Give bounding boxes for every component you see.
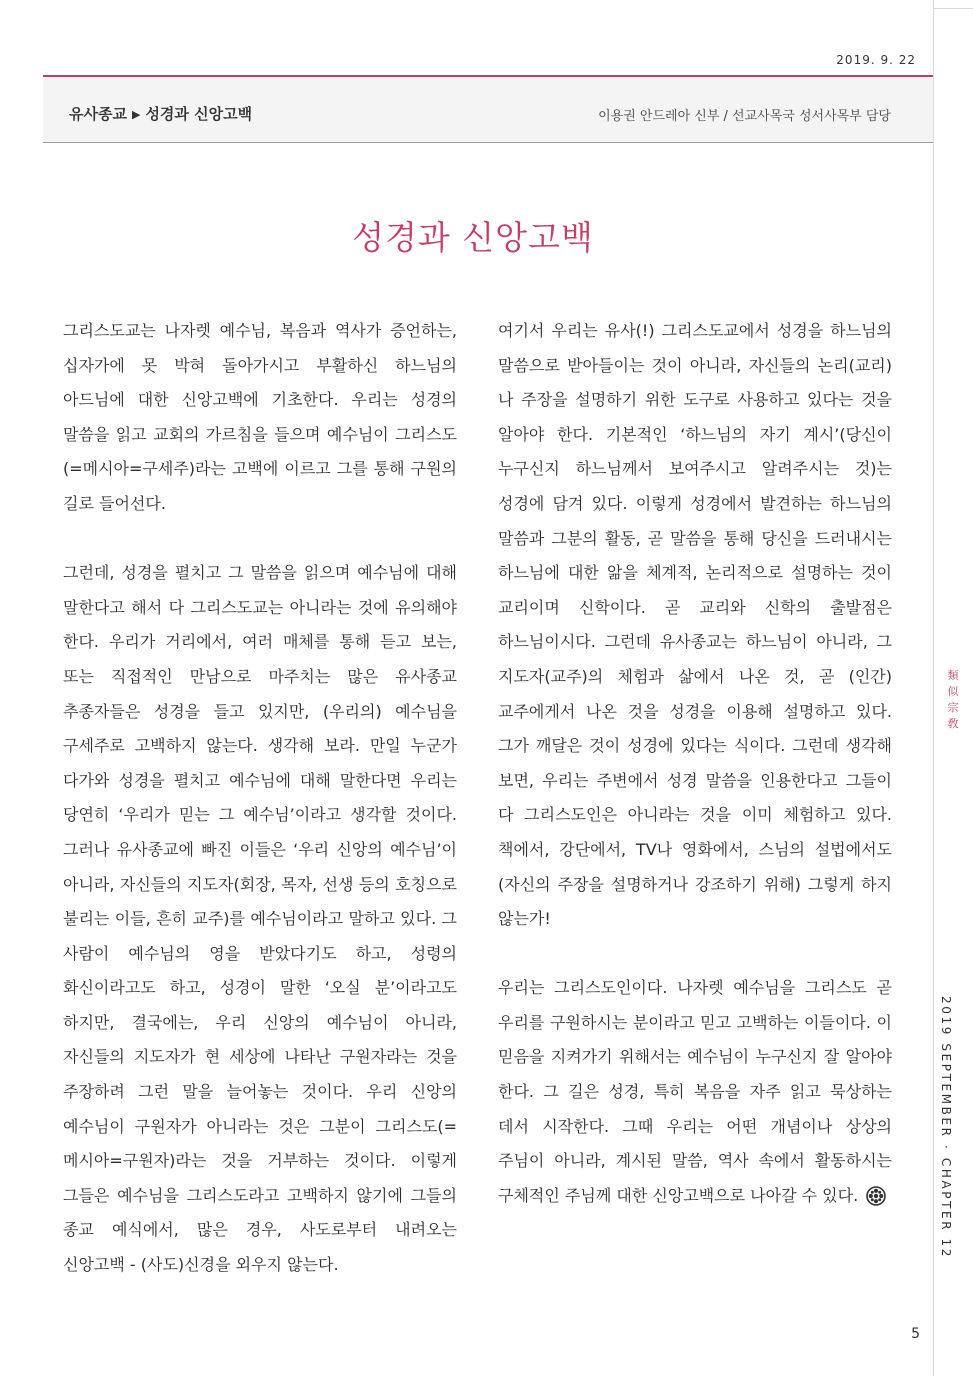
article-column-left: [63, 314, 457, 1283]
breadcrumb: [69, 103, 252, 124]
page-number: 5: [911, 1326, 920, 1342]
article-title: 성경과 신앙고백: [352, 218, 594, 257]
side-label-char: 敎: [947, 717, 959, 730]
paragraph-last: [498, 971, 892, 1213]
paragraph-text: 우리는 그리스도인이다. 나자렛 예수님을 그리스도 곧 우리를 구원하시는 분이라고 믿고 고백하는 이들이다. 이 믿음을 지켜가기 위해서는 예수님이 누구신지 잘 알아야 한다. 그 길은 성경, 특히 복음을 자주 읽고 묵상하는 데서 시작한다. 그때 우리는 어떤 개념이나 상상의 주님이 아니라, 계시된 말씀, 역사 속에서 활동하시는 구체적인 주님께 대한 신앙고백으로 나아갈 수 있다.: [498, 978, 892, 1205]
section-header: [43, 75, 933, 143]
side-chapter-label: 2019 SEPTEMBER · CHAPTER 12: [939, 996, 953, 1260]
author-byline: 이용권 안드레아 신부 / 선교사목국 성서사목부 담당: [598, 109, 891, 124]
side-category-label: [945, 668, 961, 732]
side-label-char: 宗: [947, 701, 959, 714]
issue-date: 2019. 9. 22: [836, 53, 916, 67]
paragraph: 여기서 우리는 유사(!) 그리스도교에서 성경을 하느님의 말씀으로 받아들이는 것이 아니라, 자신들의 논리(교리)나 주장을 설명하기 위한 도구로 사용하고 있다는 것을 알아야 한다. 기본적인 ‘하느님의 자기 계시’(당신이 누구신지 하느님께서 보여주시고 알려주시는 것)는 성경에 담겨 있다. 이렇게 성경에서 발견하는 하느님의 말씀과 그분의 활동, 곧 말씀을 통해 당신을 드러내시는 하느님에 대한 앎을 체계적, 논리적으로 설명하는 것이 교리이며 신학이다. 곧 교리와 신학의 출발점은 하느님이시다. 그런데 유사종교는 하느님이 아니라, 그 지도자(교주)의 체험과 삶에서 나온 것, 곧 (인간) 교주에게서 나온 것을 성경을 이용해 설명하고 있다. 그가 깨달은 것이 성경에 있다는 식이다. 그런데 생각해 보면, 우리는 주변에서 성경 말씀을 인용한다고 그들이 다 그리스도인은 아니라는 것을 이미 체험하고 있다. 책에서, 강단에서, TV나 영화에서, 스님의 설법에서도 (자신의 주장을 설명하거나 강조하기 위해) 그렇게 하지 않는가!: [498, 321, 892, 929]
rosette-end-icon: [866, 1186, 886, 1206]
breadcrumb-section: 유사종교: [69, 105, 127, 123]
side-strip-top-tick: [933, 0, 973, 9]
paragraph: 그런데, 성경을 펼치고 그 말씀을 읽으며 예수님에 대해 말한다고 해서 다 그리스도교는 아니라는 것에 유의해야 한다. 우리가 거리에서, 여러 매체를 통해 듣고 보는, 또는 직접적인 만남으로 마주치는 많은 유사종교 추종자들은 성경을 들고 있지만, (우리의) 예수님을 구세주로 고백하지 않는다. 생각해 보라. 만일 누군가 다가와 성경을 펼치고 예수님에 대해 말한다면 우리는 당연히 ‘우리가 믿는 그 예수님’이라고 생각할 것이다. 그러나 유사종교에 빠진 이들은 ‘우리 신앙의 예수님’이 아니라, 자신들의 지도자(회장, 목자, 선생 등의 호칭으로 불리는 이들, 흔히 교주)를 예수님이라고 말하고 있다. 그 사람이 예수님의 영을 받았다기도 하고, 성령의 화신이라고도 하고, 성경이 말한 ‘오실 분’이라고도 하지만, 결국에는, 우리 신앙의 예수님이 아니라, 자신들의 지도자가 현 세상에 나타난 구원자라는 것을 주장하려 그런 말을 늘어놓는 것이다. 우리 신앙의 예수님이 구원자가 아니라는 것은 그분이 그리스도(=메시아=구원자)라는 것을 거부하는 것이다. 이렇게 그들은 예수님을 그리스도라고 고백하지 않기에 그들의 종교 예식에서, 많은 경우, 사도로부터 내려오는 신앙고백 - (사도)신경을 외우지 않는다.: [63, 563, 457, 1275]
article-column-right: [498, 314, 892, 1213]
paragraph: 그리스도교는 나자렛 예수님, 복음과 역사가 증언하는, 십자가에 못 박혀 돌아가시고 부활하신 하느님의 아드님에 대한 신앙고백에 기초한다. 우리는 성경의 말씀을 읽고 교회의 가르침을 들으며 예수님이 그리스도(=메시아=구세주)라는 고백에 이르고 그를 통해 구원의 길로 들어선다.: [63, 321, 457, 513]
side-label-char: 類: [947, 669, 959, 682]
breadcrumb-arrow-icon: ▶: [131, 108, 141, 121]
side-label-char: 似: [947, 685, 959, 698]
breadcrumb-title: 성경과 신앙고백: [145, 105, 253, 123]
